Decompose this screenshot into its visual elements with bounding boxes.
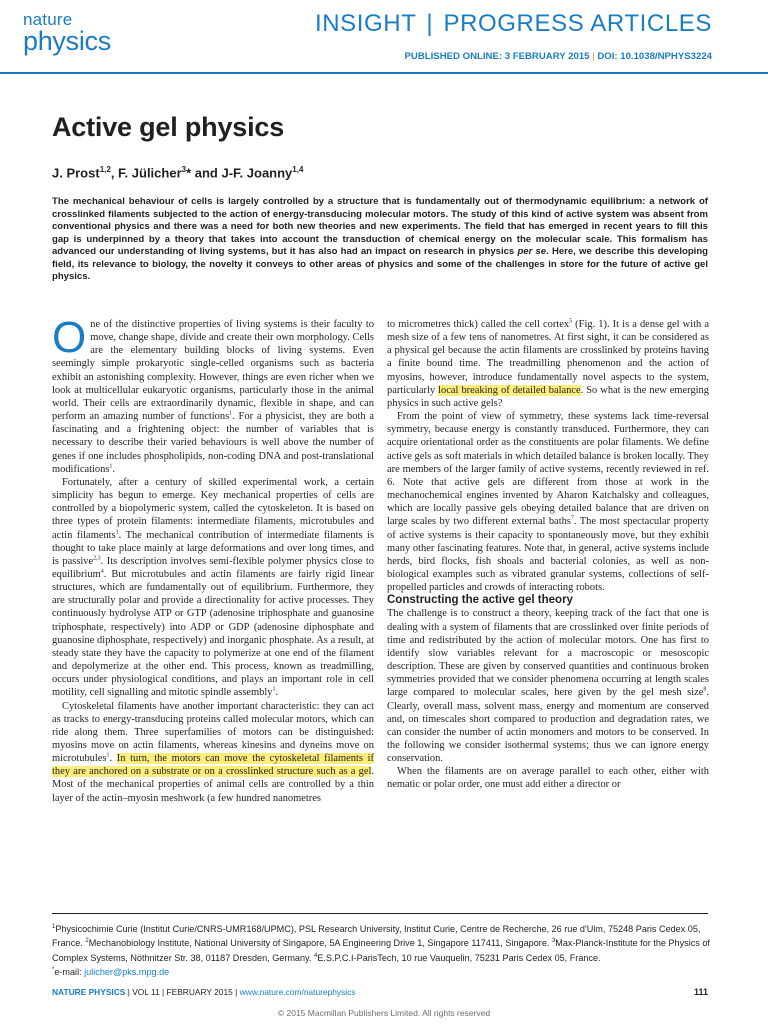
text-run: . For a physicist, they are both a fascinating and a frightening object: the number of variables that is necessary to describe their varied behaviours is well above the number of genes if one includes phospholipids, non-coding DNA and post-translational modifications [52,411,374,475]
drop-cap: O [52,313,87,362]
reference-link[interactable]: 5 [569,318,573,325]
affiliation-number: 4 [313,952,318,959]
text-run: . Most of the mechanical properties of animal cells are controlled by a thin layer of the actin–myosin meshwork (a few hundred nanometres [52,766,374,804]
author-name: J. Prost [52,165,100,181]
affiliation-text: Physicochimie Curie (Institut Curie/CNRS-UMR168/UPMC), PSL Research University, Institut Curie, Centre de Recherche, 26 rue d'Ulm, 75248 Paris Cedex 05, France. [52,924,701,949]
text-run: . [109,753,117,765]
publication-info [405,51,712,62]
reference-link[interactable]: 1 [115,529,119,536]
affiliation-number: 1 [52,924,56,930]
footer-meta: | VOL 11 | FEBRUARY 2015 | [125,987,240,997]
text-run: . [112,463,116,475]
text-run: (Fig. 1). It is a dense gel with a mesh size of a few tens of nanometres. At first sight, it can be considered as a physical gel because the actin filaments are crosslinked by proteins having a finite bound time. The treadmilling phenomenon and the action of myosins, however, introduce fundamentally novel aspects to the system, particularly [387,319,709,396]
text-run: to micrometres thick) called the cell cortex [387,319,570,330]
affiliation-text: Max-Planck-Institute for the Physics of Complex Systems, Nöthnitzer Str. 38, 01187 Dresden, Germany. [52,938,710,963]
doi-link[interactable]: DOI: 10.1038/NPHYS3224 [597,51,712,62]
journal-logo [23,12,111,55]
text-run: Fortunately, after a century of skilled experimental work, a certain simplicity has begun to emerge. Key mechanical properties of cells are controlled by a biopolymeric system, called the cytoskeleton. It is based on three types of protein filaments: intermediate filaments, microtubules and actin filaments [52,476,374,541]
footer-url-link[interactable]: www.nature.com/naturephysics [239,987,356,997]
abstract-text: The mechanical behaviour of cells is largely controlled by a structure that is fundamentally out of thermodynamic equilibrium: a network of crosslinked filaments subjected to the action of energy-transducing molecular motors. The study of this kind of active system was absent from conventional physics and there was a need for both new theories and new experiments. The field that has emerged in recent years to fill this gap is underpinned by a theory that takes into account the transduction of chemical energy on the molecular scale. This formalism has advanced our understanding of living systems, but it has also had an impact on research in physics [52,196,708,258]
reference-link[interactable]: 1 [272,686,276,693]
section-progress-articles: PROGRESS ARTICLES [443,10,712,37]
paragraph [387,318,709,410]
text-run: . Clearly, overall mass, solvent mass, energy and momentum are conserved and, on timescales short compared to production and degradation rates, we can consider the number of actin monomers and motors to be conserved. In the following we consider isothermal systems; thus we can ignore energy conservation. [387,687,709,765]
page-footer [52,987,708,997]
paragraph: When the filaments are on average parallel to each other, either with nematic or polar order, one must add either a director or [387,766,709,791]
abstract-text: . Here, we describe this developing field, its relevance to biology, the novelty it conveys to other areas of physics and some of the challenges in store for the future of active gel physics. [52,246,708,283]
highlighted-text[interactable]: In turn, the motors can move the cytoskeletal filaments if they are anchored on a substrate or on a crosslinked structure such as a gel [52,753,374,778]
article-title: Active gel physics [52,112,285,142]
paragraph [387,607,709,765]
reference-link[interactable]: 2,3 [93,555,101,562]
text-run: Cytoskeletal filaments have another important characteristic: they can act as tracks to energy-transducing proteins called molecular motors, which can ride along them. Three superfamilies of motors can be distinguished: myosins move on actin filaments, whereas kinesins and dyneins move on microtubules [52,700,374,765]
text-run: . [275,687,279,699]
author-separator: , [110,165,119,181]
reference-link[interactable]: 4 [100,568,104,575]
reference-link[interactable]: 1 [109,463,113,470]
body-column-right [387,318,709,792]
footer-journal: NATURE PHYSICS [52,987,126,997]
author-affiliation: 3 [181,165,187,174]
reference-link[interactable]: 1 [229,410,233,417]
section-separator: | [426,10,434,37]
text-run: The challenge is to construct a theory, keeping track of the fact that one is dealing with a system of filaments that are crosslinked over finite periods of time and redistributed by the action of molecular motors. One has first to identify slow variables relevant for a macroscopic or mesoscopic description. These are given by conserved quantities and continuous broken symmetries provided that we consider phenomena occurring at length scales large compared to molecular scales, here given by the gel mesh size [387,608,709,699]
text-run: . So what is the new emerging physics in such active gels? [387,384,709,409]
corresponding-star: * [52,966,55,973]
copyright-notice: © 2015 Macmillan Publishers Limited. All rights reserved [277,1008,491,1018]
affiliation-text: E.S.P.C.I-ParisTech, 10 rue Vauquelin, 75231 Paris Cedex 05, France. [317,952,601,963]
email-label: e-mail: [54,967,85,978]
text-run: From the point of view of symmetry, these systems lack time-reversal symmetry, because energy is constantly transduced. Furthermore, they can acquire orientational order as the constituents are polar filaments. We define active gels as soft materials in which detailed balance is broken locally. They are members of the larger family of active systems, recently reviewed in ref. 6. Note that active gels are different from those at work in the mechanochemical engines invented by Aharon Katchalsky and colleagues, which are locally passive gels obeying detailed balance that are driven on large scales by two different external baths [387,411,709,528]
doi-separator: | [589,51,598,62]
text-run: . The most spectacular property of active systems is their capacity to spontaneously move, but they exhibit many other fascinating features. Note that, in general, active systems include herds, bird flocks, fish shoals and bacterial colonies, as well as non-biological examples such as vibrated granular systems, collections of self-propelled particles and crowds of interacting robots. [387,516,709,594]
affiliation-text: Mechanobiology Institute, National University of Singapore, 5A Engineering Drive 1, Singapore 117411, Singapore. [88,938,552,949]
affiliations [52,921,712,978]
logo-line-physics: physics [23,26,111,56]
author-separator: and [191,165,222,181]
section-label [315,10,712,38]
text-run: . The mechanical contribution of intermediate filaments is thought to take place mainly at large deformations and over long times, and is passive [52,529,374,567]
author-list [52,165,303,180]
author-affiliation: 1,2 [99,165,111,174]
text-run: . But microtubules and actin filaments are fairly rigid linear structures, which are fundamentally out of equilibrium. Furthermore, they are structurally polar and provide a directionality for active processes. They continuously hydrolyse ATP or GTP (adenosine triphosphate and guanosine triphosphate, respectively) into ADP or GDP (adenosine diphosphate and guanosine diphosphate, respectively) and inorganic phosphate. As a result, at steady state they have the capacity to polymerize at one end of the filament and depolymerize at the other end. This process, known as treadmilling, occurs under physiological conditions, and plays an important role in cell motility, cell signalling and mitotic spindle assembly [52,568,374,699]
body-column-left [52,313,374,805]
section-insight: INSIGHT [314,10,417,37]
paragraph [52,700,374,805]
header-rule [0,72,768,74]
author-affiliation: 1,4 [292,165,304,174]
reference-link[interactable]: 7 [570,515,574,522]
footnote-rule [52,913,708,914]
reference-link[interactable]: 1 [106,752,110,759]
author-name: J-F. Joanny [221,165,293,181]
logo-line-nature: nature [23,10,73,29]
highlighted-text[interactable]: local breaking of detailed balance [438,384,581,396]
paragraph [52,313,374,476]
published-date: PUBLISHED ONLINE: 3 FEBRUARY 2015 [404,51,590,62]
corresponding-star: * [186,165,192,181]
section-heading: Constructing the active gel theory [387,594,573,607]
affiliation-number: 3 [551,938,556,945]
paragraph [387,410,709,594]
email-link[interactable]: julicher@pks.mpg.de [84,967,170,978]
text-run: . Its description involves semi-flexible polymer physics close to equilibrium [52,555,374,580]
abstract [52,196,708,284]
reference-link[interactable]: 8 [703,686,707,693]
author-name: F. Jülicher [118,165,182,181]
paragraph [52,476,374,700]
page-number: 111 [693,987,708,997]
affiliation-number: 2 [85,938,89,945]
abstract-italic: per se [517,246,547,258]
text-run: ne of the distinctive properties of living systems is their faculty to move, change shape, divide and create their own morphology. Cells are the elementary building blocks of living systems. Even seemingly simple prokaryotic single-celled organisms such as bacteria exhibit an astonishing complexity. However, things are even richer when we look at multicellular eukaryotic organisms, particularly those in the animal world. Their cells are extraordinarily dynamic, flexible in shape, and can perform an amazing number of functions [52,319,374,423]
